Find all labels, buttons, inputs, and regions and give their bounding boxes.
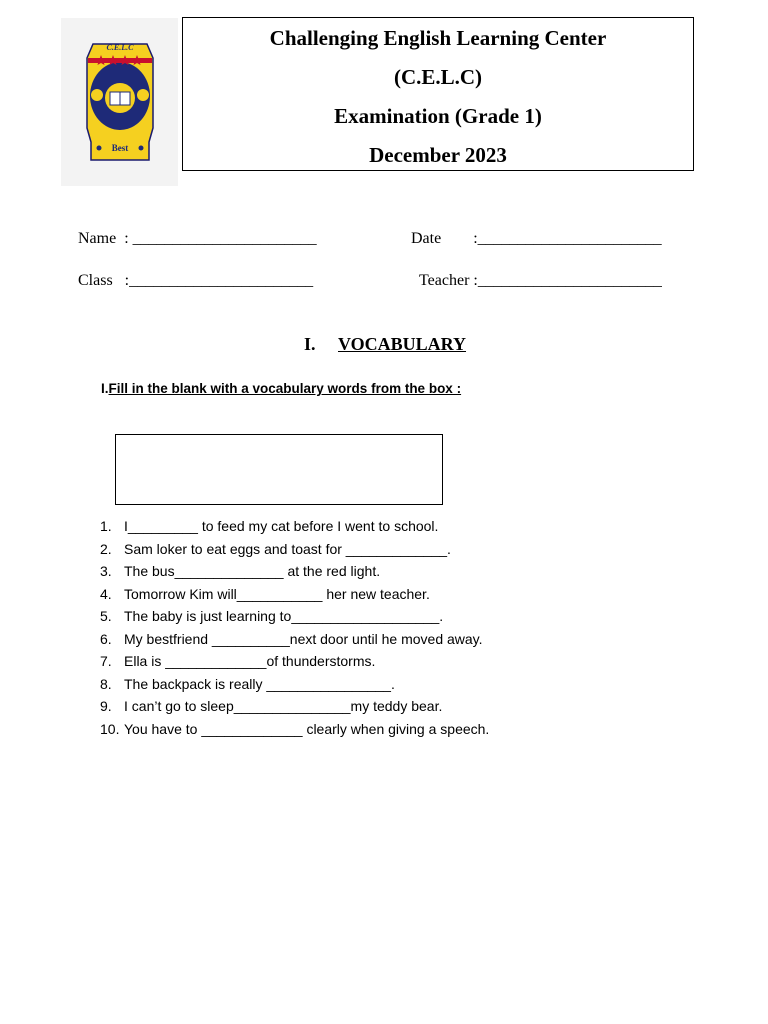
date-field[interactable]: Date :_______________________ xyxy=(411,230,662,247)
list-item: 8. The backpack is really ________________. xyxy=(100,675,395,692)
instruction-prefix: I. xyxy=(101,381,109,396)
svg-text:C.E.L.C: C.E.L.C xyxy=(106,43,134,52)
instruction xyxy=(101,381,461,396)
teacher-field[interactable]: Teacher :_______________________ xyxy=(419,272,662,289)
exam-title-box xyxy=(182,17,694,171)
name-field[interactable]: Name : _______________________ xyxy=(78,230,317,247)
list-item: 7. Ella is _____________of thunderstorms. xyxy=(100,653,376,669)
list-item: 10. You have to _____________ clearly when giving a speech. xyxy=(100,720,490,737)
class-field[interactable]: Class :_______________________ xyxy=(78,272,314,289)
exam-date: December 2023 xyxy=(369,143,507,167)
svg-text:Best: Best xyxy=(111,143,129,153)
section-heading xyxy=(304,334,466,355)
section-title: VOCABULARY xyxy=(338,334,467,354)
school-abbreviation: (C.E.L.C) xyxy=(393,65,483,89)
section-number: I. xyxy=(304,334,316,354)
list-item: 2. Sam loker to eat eggs and toast for _____________. xyxy=(100,540,451,557)
list-item: 4. Tomorrow Kim will___________ her new teacher. xyxy=(100,585,430,602)
list-item: 5. The baby is just learning to___________________. xyxy=(100,608,444,624)
instruction-text: Fill in the blank with a vocabulary words from the box : xyxy=(108,381,462,396)
school-name: Challenging English Learning Center xyxy=(269,26,607,50)
list-item: 9. I can’t go to sleep_______________my teddy bear. xyxy=(100,698,443,714)
list-item: 1. I_________ to feed my cat before I went to school. xyxy=(100,518,439,534)
exam-title: Examination (Grade 1) xyxy=(334,104,542,128)
school-logo xyxy=(61,18,178,186)
list-item: 3. The bus______________ at the red light. xyxy=(100,563,381,579)
list-item: 6. My bestfriend __________next door until he moved away. xyxy=(100,630,483,647)
question-list xyxy=(100,515,489,740)
vocabulary-word-box xyxy=(115,434,443,505)
crest-icon xyxy=(61,18,178,186)
